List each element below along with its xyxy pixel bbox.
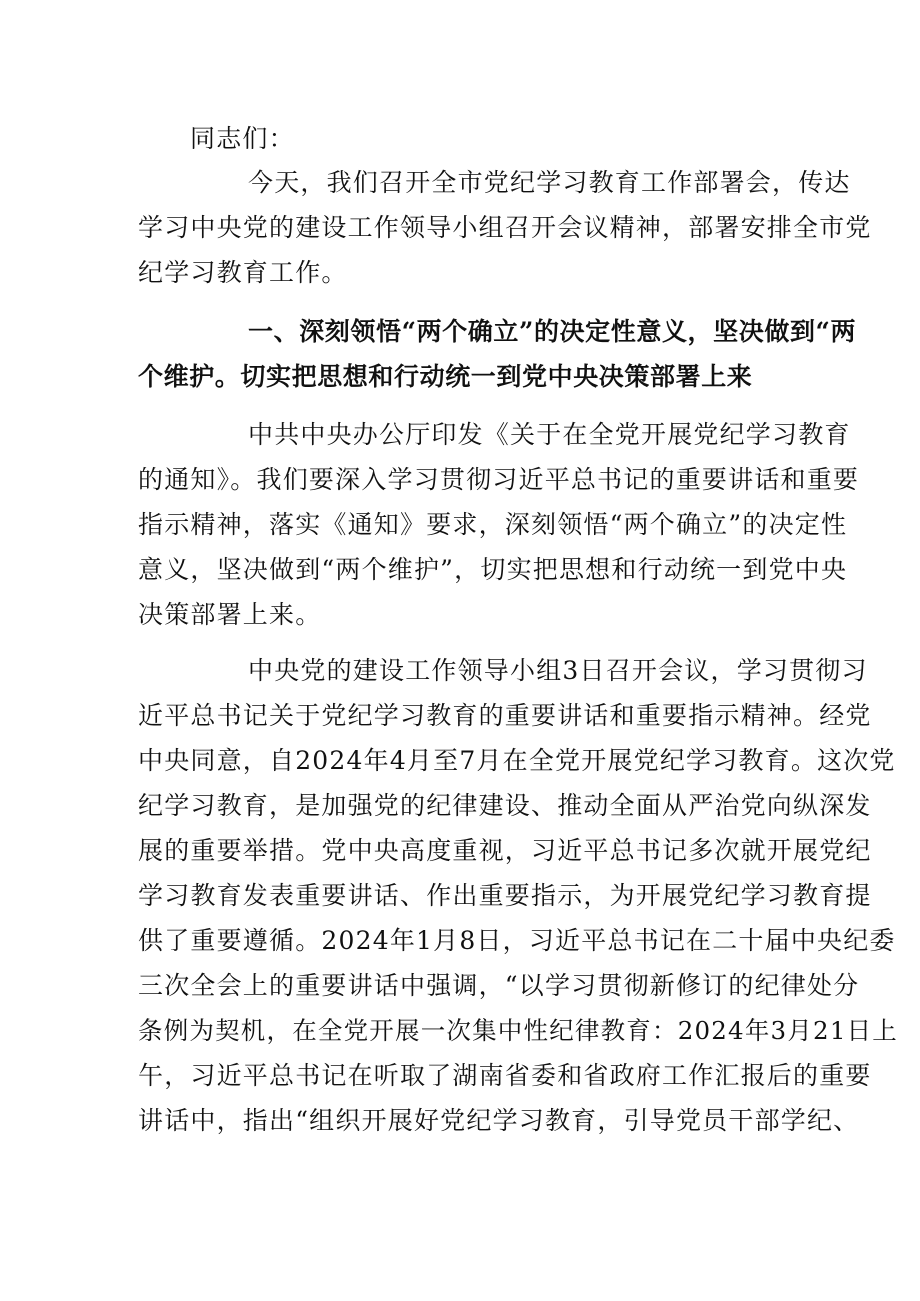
paragraph-line: 供了重要遵循。2024年1月8日，习近平总书记在二十届中央纪委 [138, 926, 896, 955]
paragraph-line: 条例为契机，在全党开展一次集中性纪律教育：2024年3月21日上 [138, 1016, 899, 1045]
paragraph-line: 纪学习教育工作。 [138, 258, 348, 287]
paragraph-line: 近平总书记关于党纪学习教育的重要讲话和重要指示精神。经党 [138, 701, 872, 730]
salutation: 同志们： [190, 124, 295, 153]
paragraph-line: 学习中央党的建设工作领导小组召开会议精神，部署安排全市党 [138, 213, 872, 242]
heading-line: 个维护。切实把思想和行动统一到党中央决策部署上来 [138, 362, 753, 391]
paragraph-line: 中央同意，自2024年4月至7月在全党开展党纪学习教育。这次党 [138, 746, 896, 775]
paragraph-line: 的通知》。我们要深入学习贯彻习近平总书记的重要讲话和重要 [138, 465, 860, 494]
heading-line: 一、深刻领悟“两个确立”的决定性意义，坚决做到“两 [248, 317, 857, 346]
paragraph-line: 展的重要举措。党中央高度重视，习近平总书记多次就开展党纪 [138, 836, 872, 865]
paragraph-line: 意义，坚决做到“两个维护”，切实把思想和行动统一到党中央 [138, 555, 848, 584]
paragraph-line: 纪学习教育，是加强党的纪律建设、推动全面从严治党向纵深发 [138, 791, 872, 820]
paragraph-line: 午，习近平总书记在听取了湖南省委和省政府工作汇报后的重要 [138, 1061, 872, 1090]
paragraph-line: 学习教育发表重要讲话、作出重要指示，为开展党纪学习教育提 [138, 881, 872, 910]
paragraph-line: 今天，我们召开全市党纪学习教育工作部署会，传达 [248, 168, 851, 197]
paragraph-line: 中共中央办公厅印发《关于在全党开展党纪学习教育 [248, 420, 851, 449]
paragraph-line: 中央党的建设工作领导小组3日召开会议，学习贯彻习 [248, 656, 868, 685]
paragraph-line: 三次全会上的重要讲话中强调，“以学习贯彻新修订的纪律处分 [138, 971, 860, 1000]
paragraph-line: 指示精神，落实《通知》要求，深刻领悟“两个确立”的决定性 [138, 510, 848, 539]
paragraph-line: 决策部署上来。 [138, 600, 322, 629]
paragraph-line: 讲话中，指出“组织开展好党纪学习教育，引导党员干部学纪、 [138, 1106, 860, 1135]
